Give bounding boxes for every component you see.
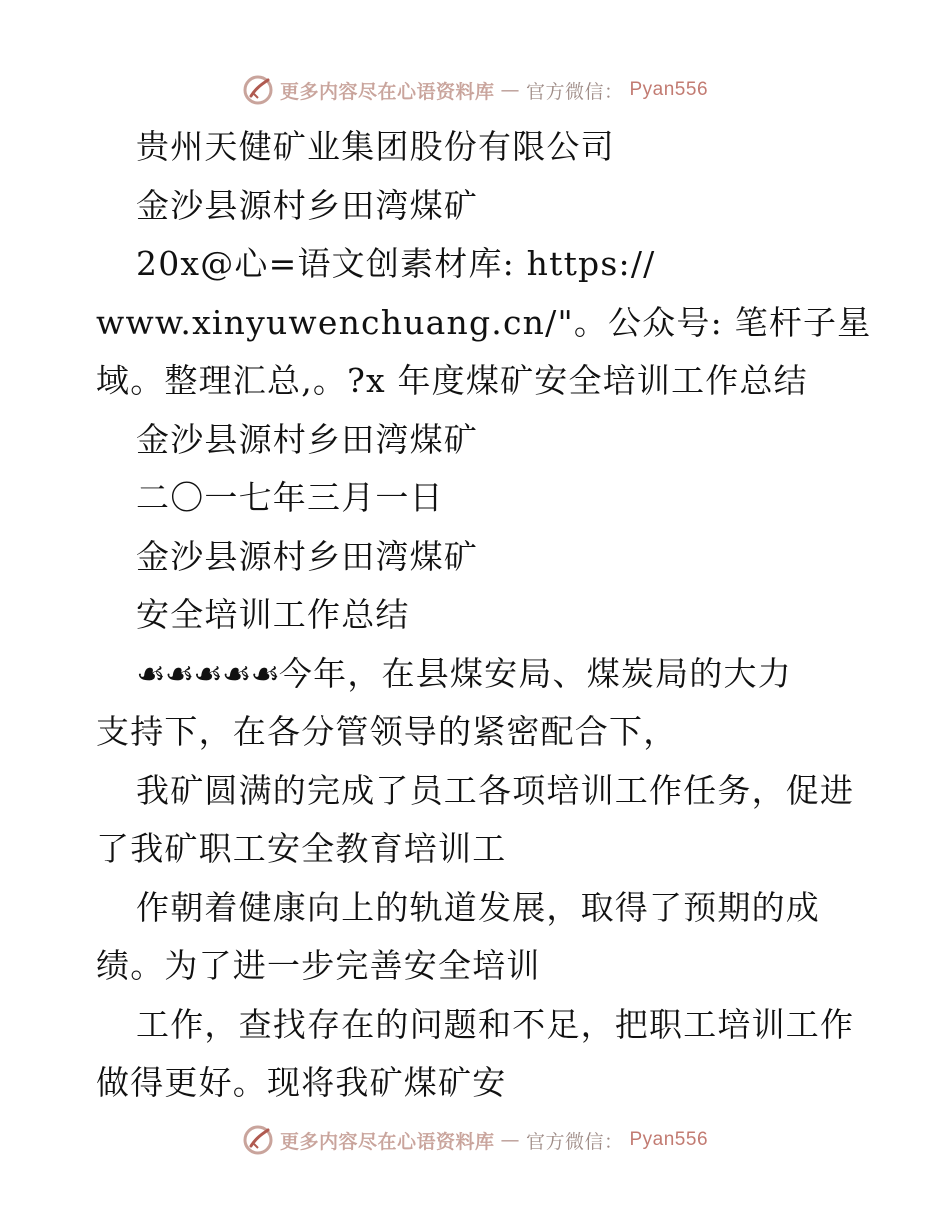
- paragraph-line: 绩。为了进一步完善安全培训: [96, 946, 541, 985]
- watermark-wechat-id: Pyan556: [629, 1129, 709, 1150]
- doc-title-line: 域。整理汇总,。?x 年度煤矿安全培训工作总结: [96, 361, 808, 400]
- paragraph-line: [96, 645, 856, 704]
- paragraph-line: 我矿圆满的完成了员工各项培训工作任务，促进: [136, 770, 855, 810]
- document-body: [96, 118, 872, 1113]
- paragraph-line: 了我矿职工安全教育培训工: [96, 829, 507, 868]
- paragraph-line: 支持下，在各分管领导的紧密配合下，: [96, 712, 678, 751]
- watermark-wechat-id: Pyan556: [629, 79, 709, 100]
- footer-watermark: [0, 1120, 950, 1160]
- source-line-2: www.xinyuwenchuang.cn/"。公众号: 笔杆子星: [96, 302, 872, 342]
- company-name: 贵州天健矿业集团股份有限公司: [136, 127, 615, 166]
- quill-swirl-icon: [242, 1124, 274, 1156]
- header-watermark: [0, 70, 950, 110]
- source-line-1: 20x@心=语文创素材库: https://: [136, 244, 656, 283]
- paragraph-line: 做得更好。现将我矿煤矿安: [96, 1063, 507, 1102]
- mine-name-3: 金沙县源村乡田湾煤矿: [136, 536, 478, 576]
- watermark-main-text: 更多内容尽在心语资料库: [279, 1130, 495, 1153]
- watermark-official-label: 官方微信：: [525, 1130, 624, 1153]
- section-title: 安全培训工作总结: [136, 595, 410, 634]
- ornament-icon: ☙☙☙☙☙: [136, 653, 279, 693]
- quill-swirl-icon: [242, 74, 274, 106]
- doc-date: 二〇一七年三月一日: [136, 478, 444, 517]
- paragraph-line: 工作，查找存在的问题和不足，把职工培训工作: [136, 1004, 855, 1044]
- mine-name: 金沙县源村乡田湾煤矿: [136, 185, 478, 225]
- watermark-separator: —: [500, 1129, 520, 1151]
- watermark-main-text: 更多内容尽在心语资料库: [279, 80, 495, 103]
- watermark-separator: —: [500, 79, 520, 101]
- paragraph-line: 作朝着健康向上的轨道发展，取得了预期的成: [136, 887, 820, 927]
- paragraph-text: 今年，在县煤安局、煤炭局的大力: [278, 653, 792, 693]
- mine-name-2: 金沙县源村乡田湾煤矿: [136, 419, 478, 459]
- watermark-official-label: 官方微信：: [525, 80, 624, 103]
